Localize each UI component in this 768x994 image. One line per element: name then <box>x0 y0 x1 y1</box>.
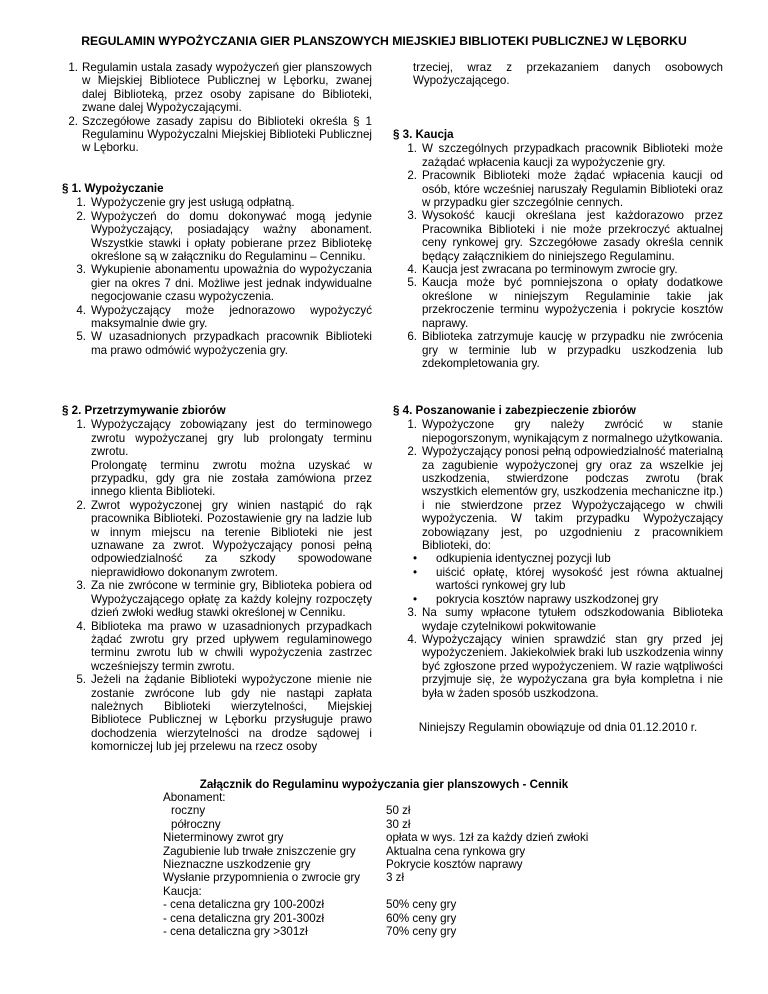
section-4-list <box>393 418 723 700</box>
section-1 <box>62 182 372 357</box>
list-item: 5. Kaucja może być pomniejszona o opłaty dodatkowe określone w niniejszym Regulaminie takie jak przekroczenie terminu wypożyczenia i pokrycie kosztów naprawy. <box>407 276 723 330</box>
section-3 <box>393 128 723 370</box>
section-3-list <box>393 142 723 370</box>
section-1-list <box>62 196 372 357</box>
section-heading: § 4. Poszanowanie i zabezpieczenie zbiorów <box>393 404 636 417</box>
list-item: 1. W szczególnych przypadkach pracownik Biblioteki może zażądać wpłacenia kaucji za wypożyczenie gry. <box>407 142 723 169</box>
price-row: półroczny 30 zł <box>171 817 411 831</box>
page-title: REGULAMIN WYPOŻYCZANIA GIER PLANSZOWYCH MIEJSKIEJ BIBLIOTEKI PUBLICZNEJ W LĘBORKU <box>81 34 687 48</box>
list-item: 1. Wypożyczenie gry jest usługą odpłatną. <box>76 196 295 210</box>
price-row: Kaucja: <box>163 884 202 898</box>
price-row: Nieznaczne uszkodzenie gry Pokrycie kosztów naprawy <box>163 857 523 871</box>
price-row: - cena detaliczna gry 100-200zł 50% ceny gry <box>163 898 457 912</box>
price-row: - cena detaliczna gry >301zł 70% ceny gry <box>163 924 457 938</box>
attachment-title: Załącznik do Regulaminu wypożyczania gier planszowych - Cennik <box>199 778 569 791</box>
section-4 <box>393 404 723 700</box>
list-item: 1. Wypożyczone gry należy zwrócić w stanie niepogorszonym, wynikającym z normalnego użytkowania. <box>407 418 723 445</box>
price-row: Abonament: <box>163 791 226 804</box>
list-item: 2. Wypożyczeń do domu dokonywać mogą jedynie Wypożyczający, posiadający ważny abonament. Wszystkie stawki i opłaty pobierane przez Bibliotekę określone są w załączniku do Regulaminu – Cenniku. <box>76 209 372 264</box>
list-item: 2. Pracownik Biblioteki może żądać wpłacenia kaucji od osób, które wcześniej naruszały Regulamin Biblioteki oraz w przypadku gier szczególnie cennych. <box>407 169 723 210</box>
list-item: 3. Na sumy wpłacone tytułem odszkodowania Biblioteka wydaje czytelnikowi pokwitowanie <box>407 606 723 633</box>
bullet-item: • odkupienia identycznej pozycji lub <box>413 552 611 566</box>
section-2-list <box>62 418 372 753</box>
price-row: Zagubienie lub trwałe zniszczenie gry Aktualna cena rynkowa gry <box>163 844 526 858</box>
section-heading: § 3. Kaucja <box>393 128 454 141</box>
list-item: 1. Regulamin ustala zasady wypożyczeń gier planszowych w Miejskiej Bibliotece Publicznej w Lęborku, zwanej dalej Biblioteką, przez osoby zapisane do Biblioteki, zwane dalej Wypożyczającymi. <box>68 61 372 115</box>
bullet-item: • uiścić opłatę, której wysokość jest równa aktualnej wartości rynkowej gry lub <box>413 565 723 593</box>
section-2 <box>62 404 372 754</box>
list-item: 3. Wysokość kaucji określana jest każdorazowo przez Pracownika Biblioteki i nie może przekroczyć aktualnej ceny rynkowej gry. Szczegółowe zasady określa cennik będący załącznikiem do niniejszego Regulaminu. <box>407 209 723 263</box>
list-item: 2. Wypożyczający ponosi pełną odpowiedzialność materialną za zagubienie wypożyczonej gry oraz za wszelkie jej uszkodzenia, stwierdzone podczas zwrotu (brak wszystkich elementów gry, uszkodzenia mechaniczne itp.) i nie stwierdzone przez Wypożyczającego w chwili wypożyczenia. W takim przypadku Wypożyczający zobowiązany jest, po uzgodnieniu z pracownikiem Biblioteki, do: • odkupienia identycznej pozycji lub • uiścić opłatę, której wysokość jest równa aktualnej wartości rynkowej gry lub • pokrycia kosztów naprawy uszkodzonej gry <box>393 445 723 606</box>
list-item: 5. Jeżeli na żądanie Biblioteki wypożyczone mienie nie zostanie zwrócone lub gdy nie nastąpi zapłata należnych Biblioteki wierzytelności, Miejskiej Bibliotece Publicznej w Lęborku przysługuje prawo dochodzenia wierzytelności na drodze sądowej i komorniczej lub jej przelewu na rzecz osoby <box>76 673 372 754</box>
section-2-continuation: trzeciej, wraz z przekazaniem danych osobowych Wypożyczającego. <box>413 61 723 88</box>
list-item: 4. Wypożyczający winien sprawdzić stan gry przed jej wypożyczeniem. Jakiekolwiek braki lub uszkodzenia winny być zgłoszone przed wypożyczeniem. W razie wątpliwości przyjmuje się, że wypożyczana gra była kompletna i nie była w żaden sposób uszkodzona. <box>407 632 723 700</box>
list-item: 5. W uzasadnionych przypadkach pracownik Biblioteki ma prawo odmówić wypożyczenia gry. <box>76 330 372 357</box>
effective-date: Niniejszy Regulamin obowiązuje od dnia 01.12.2010 r. <box>418 721 698 734</box>
list-item: 4. Kaucja jest zwracana po terminowym zwrocie gry. <box>407 263 678 277</box>
price-row: Nieterminowy zwrot gry opłata w wys. 1zł za każdy dzień zwłoki <box>163 831 589 845</box>
price-list <box>163 791 723 938</box>
list-item: 4. Biblioteka ma prawo w uzasadnionych przypadkach żądać zwrotu gry przed upływem regulaminowego terminu zwrotu lub w chwili wypożyczenia zastrzec wcześniejszy termin zwrotu. <box>76 619 372 673</box>
list-item: 3. Za nie zwrócone w terminie gry, Biblioteka pobiera od Wypożyczającego opłatę za każdy kolejny rozpoczęty dzień zwłoki według stawki określonej w Cenniku. <box>76 579 372 620</box>
intro-section <box>62 61 372 155</box>
price-row: Wysłanie przypomnienia o zwrocie gry 3 zł <box>163 871 405 885</box>
list-item: 6. Biblioteka zatrzymuje kaucję w przypadku nie zwrócenia gry w terminie lub w przypadku uszkodzenia lub zdekompletowania gry. <box>407 330 723 370</box>
list-item: 1. Wypożyczający zobowiązany jest do terminowego zwrotu wypożyczanej gry lub prolongaty terminu zwrotu. Prolongatę terminu zwrotu można uzyskać w przypadku, gdy gra nie została zamówiona przez innego klienta Biblioteki. <box>76 418 372 499</box>
price-row: - cena detaliczna gry 201-300zł 60% ceny gry <box>163 911 457 925</box>
price-row: roczny 50 zł <box>171 804 411 818</box>
bullet-list <box>393 552 723 606</box>
bullet-item: • pokrycia kosztów naprawy uszkodzonej gry <box>413 592 659 606</box>
intro-list <box>62 61 372 155</box>
section-heading: § 2. Przetrzymywanie zbiorów <box>62 404 226 417</box>
section-heading: § 1. Wypożyczanie <box>62 182 164 195</box>
list-item: 2. Szczegółowe zasady zapisu do Biblioteki określa § 1 Regulaminu Wypożyczalni Miejskiej Biblioteki Publicznej w Lęborku. <box>68 114 372 155</box>
list-item: 2. Zwrot wypożyczonej gry winien nastąpić do rąk pracownika Biblioteki. Pozostawienie gry na ladzie lub w innym miejscu na terenie Biblioteki nie jest uznawane za zwrot. Wypożyczający ponosi pełną odpowiedzialność za szkody spowodowane nieprawidłowo dokonanym zwrotem. <box>76 498 372 579</box>
list-item: 3. Wykupienie abonamentu upoważnia do wypożyczania gier na okres 7 dni. Możliwe jest jednak indywidualne negocjowanie czasu wypożyczenia. <box>76 263 372 304</box>
list-item: 4. Wypożyczający może jednorazowo wypożyczyć maksymalnie dwie gry. <box>76 303 372 331</box>
